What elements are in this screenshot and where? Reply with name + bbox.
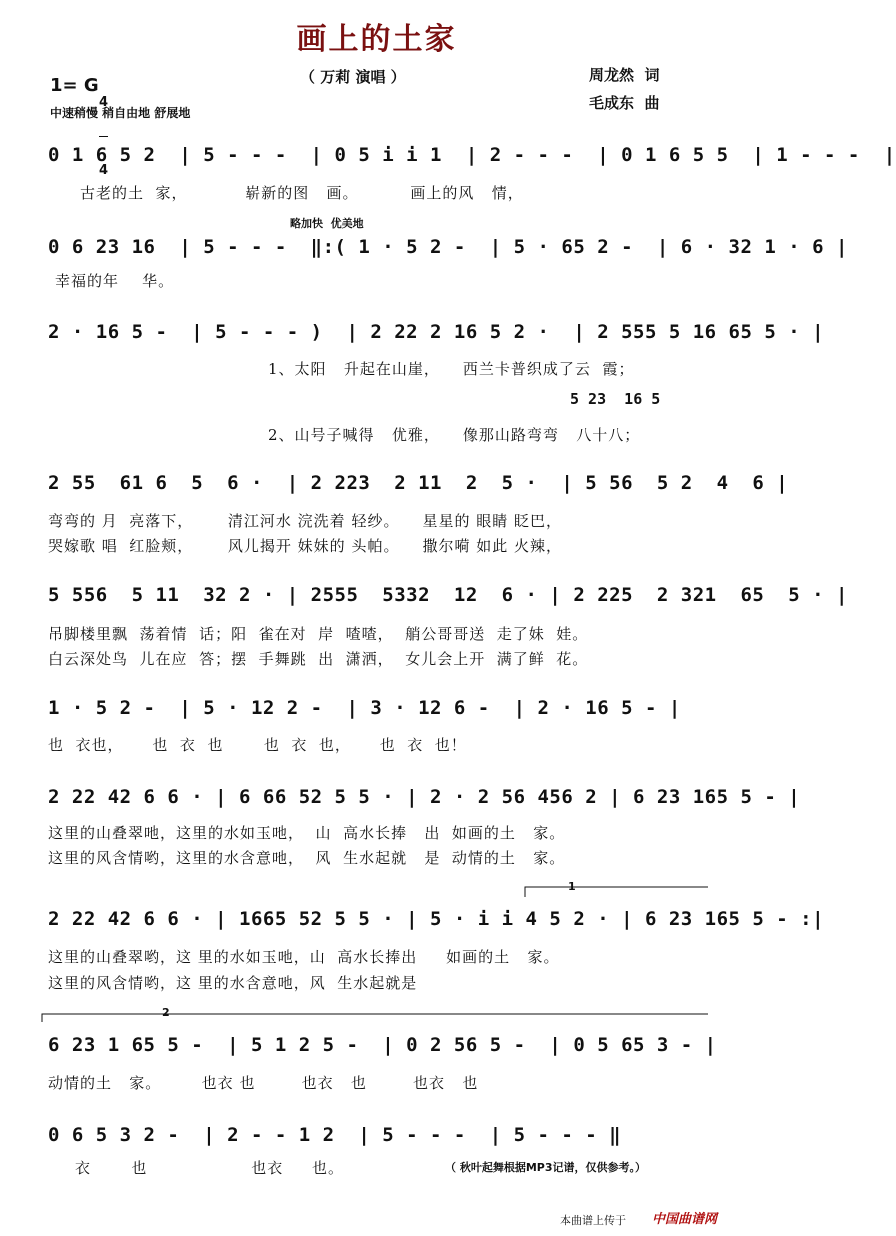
notation-row: 5 556 5 11 32 2 · | 2555 5332 12 6 · | 2 225 2 321 65 5 · | (48, 584, 848, 606)
notation-row: 2 22 42 6 6 · | 6 66 52 5 5 · | 2 · 2 56 456 2 | 6 23 165 5 - | (48, 786, 801, 808)
lyric-line-verse-2: 哭嫁歌 唱 红脸颊， 风儿揭开 妹妹的 头帕。 撒尔嗬 如此 火辣， (48, 537, 563, 555)
lyric-line: 衣 也 也衣 也。 (75, 1159, 345, 1177)
time-denominator: 4 (99, 163, 109, 178)
upload-note: 本曲谱上传于 (560, 1214, 626, 1227)
tempo-change-annotation: 略加快 优美地 (290, 217, 364, 230)
volta-2-label: 2 (162, 1006, 170, 1019)
volta-1-label: 1 (568, 880, 576, 893)
notation-row: 0 6 23 16 | 5 - - - ‖:( 1 · 5 2 - | 5 · 65 2 - | 6 · 32 1 · 6 | (48, 236, 848, 258)
lyric-line: 动情的土 家。 也衣 也 也衣 也 也衣 也 (48, 1074, 479, 1092)
notation-row: 6 23 1 65 5 - | 5 1 2 5 - | 0 2 56 5 - | 0 5 65 3 - | (48, 1034, 717, 1056)
lyric-line-verse-1: 1、太阳 升起在山崖， 西兰卡普织成了云 霞； (268, 360, 635, 378)
composer-credit: 毛成东 曲 (589, 94, 660, 112)
lyric-line-verse-2: 这里的风含情哟，这里的水含意吔， 风 生水起就 是 动情的土 家。 (48, 849, 566, 867)
lyric-line-verse-2: 这里的风含情哟，这 里的水含意吔，风 生水起就是 (48, 974, 418, 992)
notation-row: 2 55 61 6 5 6 · | 2 223 2 11 2 5 · | 5 56 5 2 4 6 | (48, 472, 789, 494)
notation-row: 0 6 5 3 2 - | 2 - - 1 2 | 5 - - - | 5 - - - ‖ (48, 1124, 622, 1146)
tempo-marking: 中速稍慢 稍自由地 舒展地 (50, 106, 191, 120)
lyric-line-verse-2: 2、山号子喊得 优雅， 像那山路弯弯 八十八； (268, 426, 641, 444)
lyric-line: 幸福的年 华。 (55, 272, 175, 290)
lyric-line: 也 衣也， 也 衣 也 也 衣 也， 也 衣 也！ (48, 736, 467, 754)
time-numerator: 4 (99, 95, 109, 110)
song-title: 画上的土家 (296, 22, 457, 57)
lyric-line-verse-2: 白云深处鸟 儿在应 答；摆 手舞跳 出 潇洒， 女儿会上开 满了鲜 花。 (48, 650, 589, 668)
lyric-line-verse-1: 吊脚楼里飘 荡着情 话；阳 雀在对 岸 喳喳， 艄公哥哥送 走了妹 娃。 (48, 625, 589, 643)
notation-row: 0 1 6 5 2 | 5 - - - | 0 5 i i 1 | 2 - - - | 0 1 6 5 5 | 1 - - - | (48, 144, 896, 166)
lyric-line: 古老的土 家， 崭新的图 画。 画上的风 情， (80, 184, 524, 202)
lyric-line-verse-1: 这里的山叠翠哟，这 里的水如玉吔，山 高水长捧出 如画的土 家。 (48, 948, 560, 966)
lyric-line-verse-1: 这里的山叠翠吔，这里的水如玉吔， 山 高水长捧 出 如画的土 家。 (48, 824, 566, 842)
lyricist-credit: 周龙然 词 (589, 66, 660, 84)
notation-row: 1 · 5 2 - | 5 · 12 2 - | 3 · 12 6 - | 2 · 16 5 - | (48, 697, 681, 719)
lyric-line-verse-1: 弯弯的 月 亮落下， 清江河水 浣洗着 轻纱。 星星的 眼睛 眨巴， (48, 512, 563, 530)
notation-row: 2 · 16 5 - | 5 - - - ) | 2 22 2 16 5 2 · | 2 555 5 16 65 5 · | (48, 321, 825, 343)
singer-credit: （ 万莉 演唱 ） (300, 68, 406, 86)
notation-row: 2 22 42 6 6 · | 1665 52 5 5 · | 5 · i i 4 5 2 · | 6 23 165 5 - :| (48, 908, 825, 930)
site-logo[interactable]: 中国曲谱网 (652, 1212, 718, 1227)
transcription-remark: （ 秋叶起舞根据MP3记谱，仅供参考。） (445, 1161, 646, 1174)
variant-notation: 5 23 16 5 (570, 390, 661, 408)
key-signature: 1= G (50, 75, 99, 96)
